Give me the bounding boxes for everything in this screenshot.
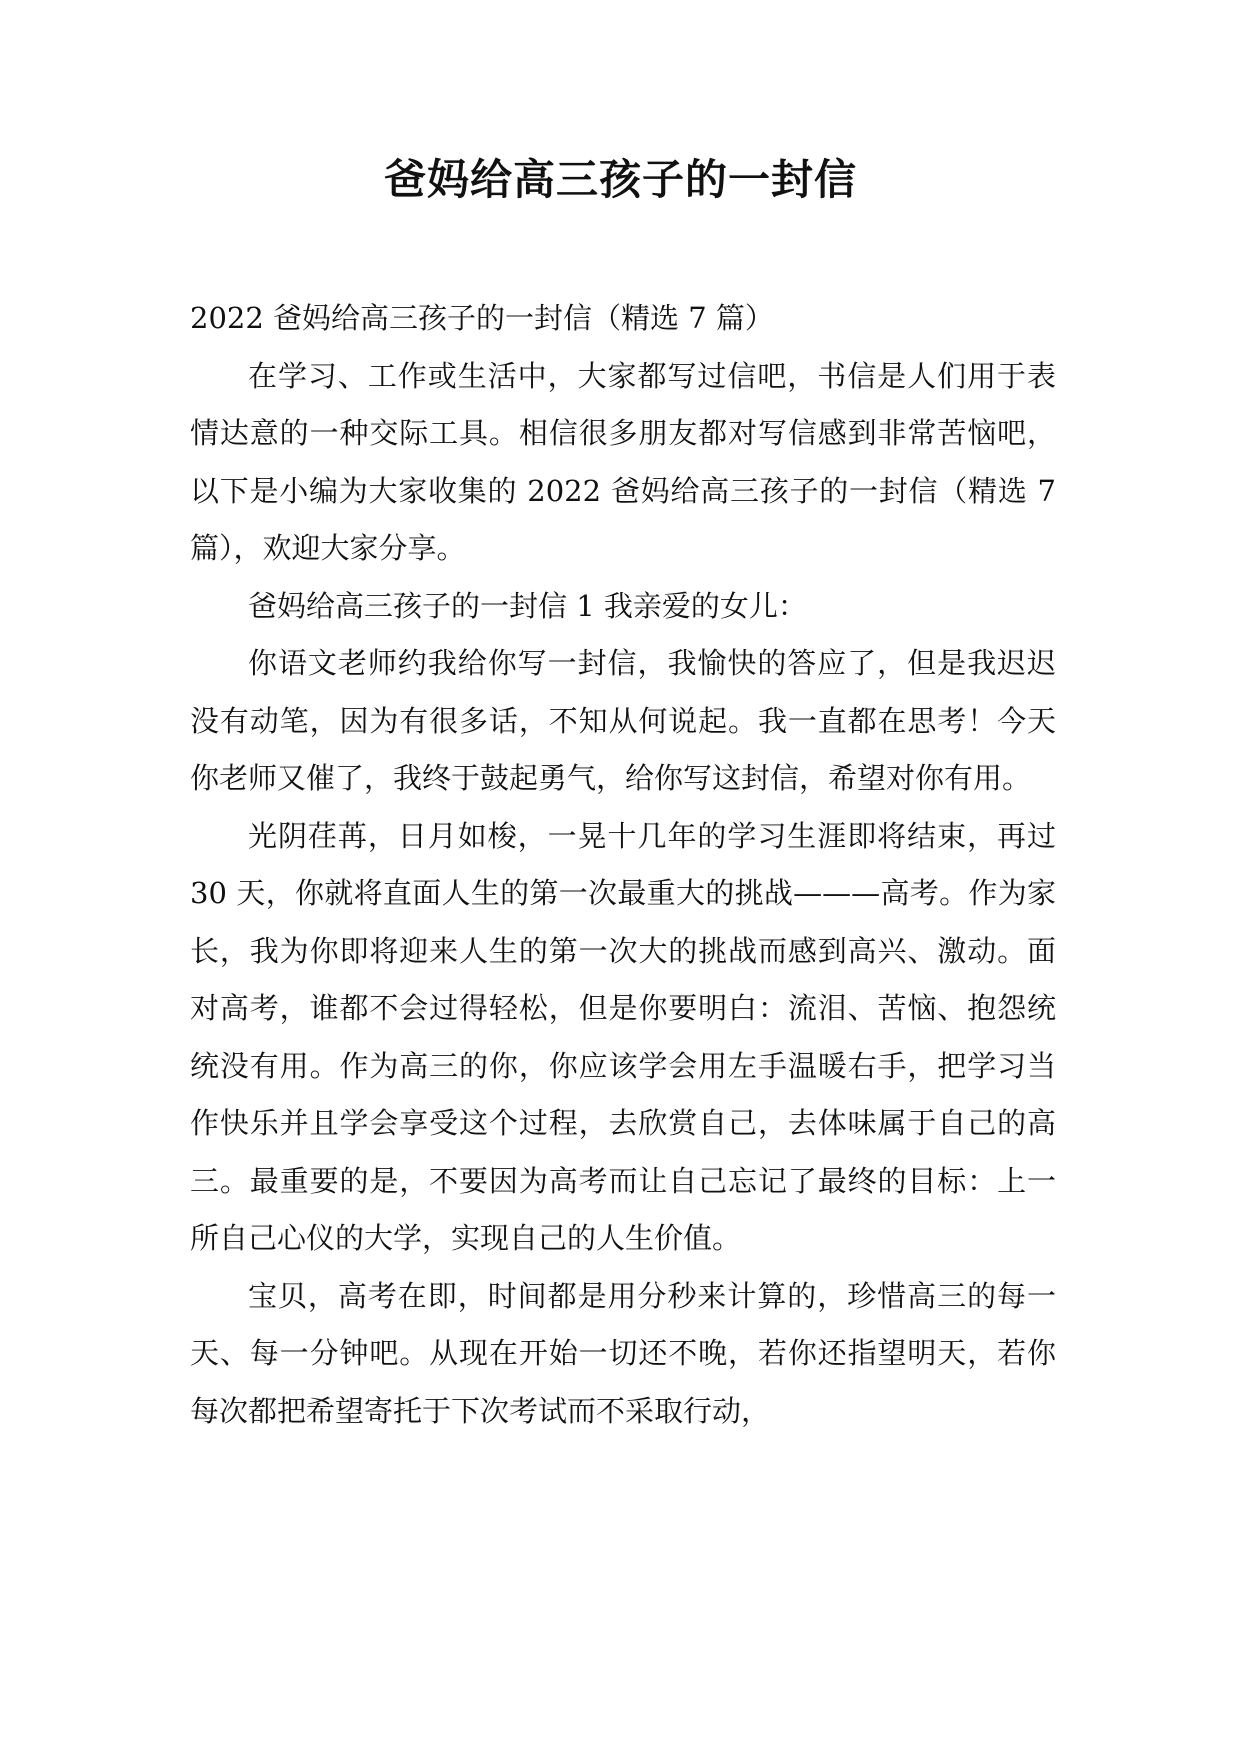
document-subtitle: 2022 爸妈给高三孩子的一封信（精选 7 篇）: [190, 301, 774, 335]
paragraph-letter-time: 宝贝，高考在即，时间都是用分秒来计算的，珍惜高三的每一天、每一分钟吧。从现在开始一切还不晚，若你还指望明天，若你每次都把希望寄托于下次考试而不采取行动，: [190, 1278, 1056, 1428]
paragraph-intro: 在学习、工作或生活中，大家都写过信吧，书信是人们用于表情达意的一种交际工具。相信很多朋友都对写信感到非常苦恼吧，以下是小编为大家收集的 2022 爸妈给高三孩子的一封信（精选 7 篇），欢迎大家分享。: [190, 358, 1056, 565]
document-body: [190, 290, 1056, 1440]
paragraph-letter-heading: 爸妈给高三孩子的一封信 1 我亲爱的女儿：: [248, 588, 807, 623]
paragraph-letter-opening: 你语文老师约我给你写一封信，我愉快的答应了，但是我迟迟没有动笔，因为有很多话，不知从何说起。我一直都在思考！今天你老师又催了，我终于鼓起勇气，给你写这封信，希望对你有用。: [190, 646, 1056, 795]
document-title: 爸妈给高三孩子的一封信: [383, 155, 857, 204]
paragraph-letter-gaokao: 光阴荏苒，日月如梭，一晃十几年的学习生涯即将结束，再过 30 天，你就将直面人生的第一次最重大的挑战———高考。作为家长，我为你即将迎来人生的第一次大的挑战而感到高兴、激动。面对高考，谁都不会过得轻松，但是你要明白：流泪、苦恼、抱怨统统没有用。作为高三的你，你应该学会用左手温暖右手，把学习当作快乐并且学会享受这个过程，去欣赏自己，去体味属于自己的高三。最重要的是，不要因为高考而让自己忘记了最终的目标：上一所自己心仪的大学，实现自己的人生价值。: [190, 818, 1056, 1255]
